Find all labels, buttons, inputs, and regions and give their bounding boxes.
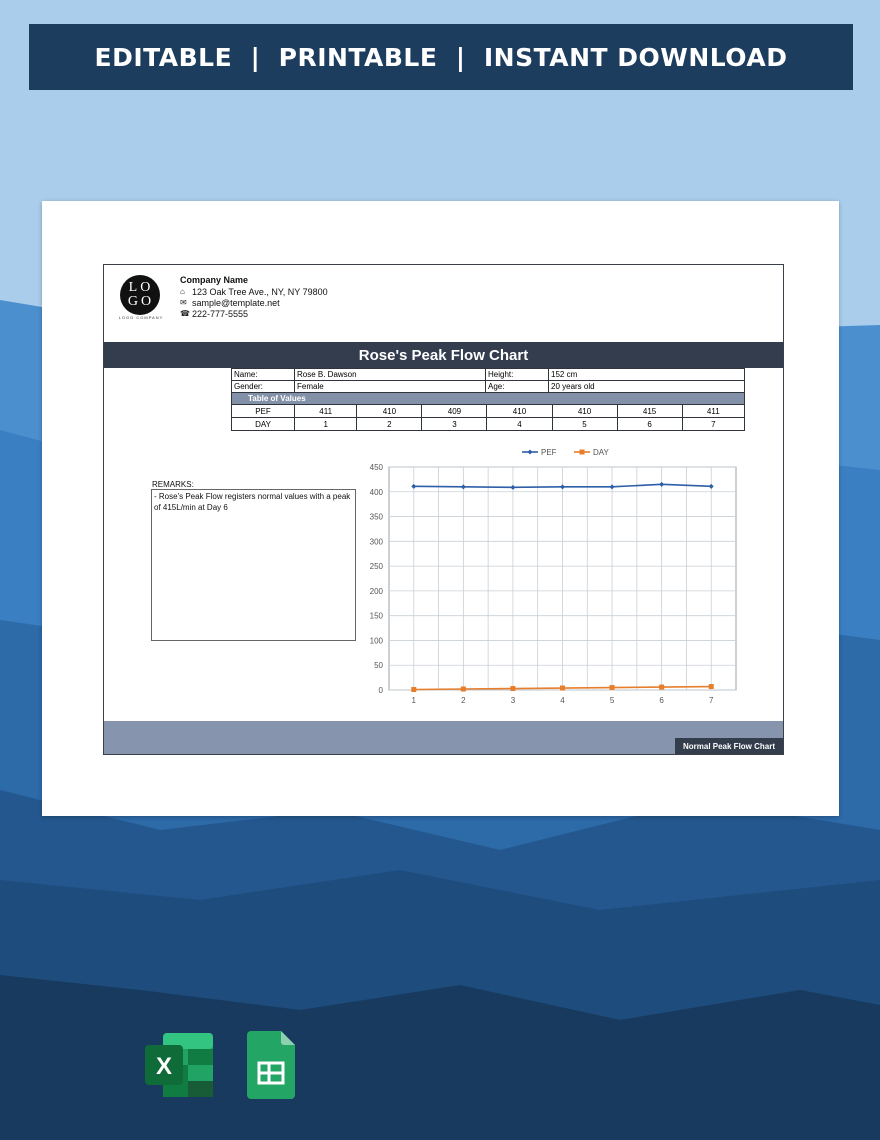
company-address: 123 Oak Tree Ave., NY, NY 79800	[192, 286, 328, 297]
y-tick-label: 150	[369, 611, 383, 621]
excel-icon	[145, 1033, 215, 1099]
y-tick-label: 50	[374, 661, 383, 671]
day-cell: 2	[357, 418, 422, 431]
pef-cell: 410	[552, 405, 617, 418]
day-cell: 4	[487, 418, 552, 431]
day-cell: 7	[682, 418, 744, 431]
legend-marker	[580, 450, 585, 455]
pef-cell: 411	[682, 405, 744, 418]
x-tick-label: 5	[609, 696, 615, 705]
name-label: Name:	[232, 369, 295, 381]
data-point-day	[461, 687, 466, 692]
table-row	[232, 405, 745, 418]
data-point-day	[610, 685, 615, 690]
footer-label: Normal Peak Flow Chart	[675, 738, 783, 754]
age-label: Age:	[486, 381, 549, 393]
x-tick-label: 6	[659, 696, 664, 705]
page-title: Rose's Peak Flow Chart	[358, 346, 529, 364]
data-point-day	[510, 686, 515, 691]
legend-label: DAY	[593, 448, 609, 457]
y-tick-label: 400	[369, 487, 383, 497]
values-table-title: Table of Values	[232, 393, 745, 405]
data-point-day	[709, 684, 714, 689]
company-phone: 222-777-5555	[192, 308, 249, 319]
mail-icon: ✉	[180, 298, 187, 307]
svg-text:X: X	[155, 1053, 173, 1080]
legend-label: PEF	[541, 448, 557, 457]
y-tick-label: 350	[369, 512, 383, 522]
day-cell: 6	[617, 418, 682, 431]
day-label: DAY	[232, 418, 295, 431]
x-tick-label: 1	[411, 696, 417, 705]
x-tick-label: 7	[708, 696, 714, 705]
home-icon: ⌂	[180, 287, 185, 296]
company-info	[180, 275, 328, 319]
pef-cell: 410	[487, 405, 552, 418]
peak-flow-chart	[362, 443, 742, 708]
legend-marker	[528, 450, 533, 455]
remarks-box	[151, 489, 356, 641]
x-tick-label: 2	[461, 696, 466, 705]
y-tick-label: 300	[369, 537, 383, 547]
spreadsheet-page	[103, 264, 784, 755]
y-tick-label: 250	[369, 562, 383, 572]
banner-text: EDITABLE | PRINTABLE | INSTANT DOWNLOAD	[94, 42, 788, 72]
company-email: sample@template.net	[192, 297, 280, 308]
remarks-label: REMARKS:	[152, 480, 194, 489]
footer-bar	[104, 721, 783, 754]
logo-tagline: LOGO COMPANY	[118, 315, 164, 320]
gender-label: Gender:	[232, 381, 295, 393]
document-preview	[42, 201, 839, 816]
data-point-day	[411, 687, 416, 692]
data-point-day	[560, 686, 565, 691]
y-tick-label: 450	[369, 463, 383, 472]
pef-cell: 410	[357, 405, 422, 418]
pef-cell: 415	[617, 405, 682, 418]
day-cell: 3	[422, 418, 487, 431]
logo-text-bottom: GO	[127, 294, 155, 309]
logo-text-top: LO	[128, 280, 154, 295]
x-tick-label: 4	[560, 696, 565, 705]
y-tick-label: 200	[369, 586, 383, 596]
company-name: Company Name	[180, 275, 249, 285]
y-tick-label: 0	[378, 686, 383, 695]
pef-cell: 409	[422, 405, 487, 418]
google-sheets-icon	[247, 1031, 297, 1099]
pef-label: PEF	[232, 405, 295, 418]
phone-icon: ☎	[180, 309, 190, 318]
day-cell: 5	[552, 418, 617, 431]
data-point-day	[659, 685, 664, 690]
day-cell: 1	[295, 418, 357, 431]
table-row	[232, 418, 745, 431]
patient-info-table	[231, 368, 745, 393]
height-value: 152 cm	[549, 369, 745, 381]
height-label: Height:	[486, 369, 549, 381]
remarks-text: - Rose's Peak Flow registers normal values with a peak of 415L/min at Day 6	[154, 492, 351, 512]
logo	[120, 275, 160, 315]
y-tick-label: 100	[369, 636, 383, 646]
x-tick-label: 3	[510, 696, 516, 705]
values-table	[231, 392, 745, 431]
pef-cell: 411	[295, 405, 357, 418]
gender-value: Female	[295, 381, 486, 393]
age-value: 20 years old	[549, 381, 745, 393]
page-title-bar	[104, 342, 783, 368]
banner	[29, 24, 853, 90]
name-value: Rose B. Dawson	[295, 369, 486, 381]
